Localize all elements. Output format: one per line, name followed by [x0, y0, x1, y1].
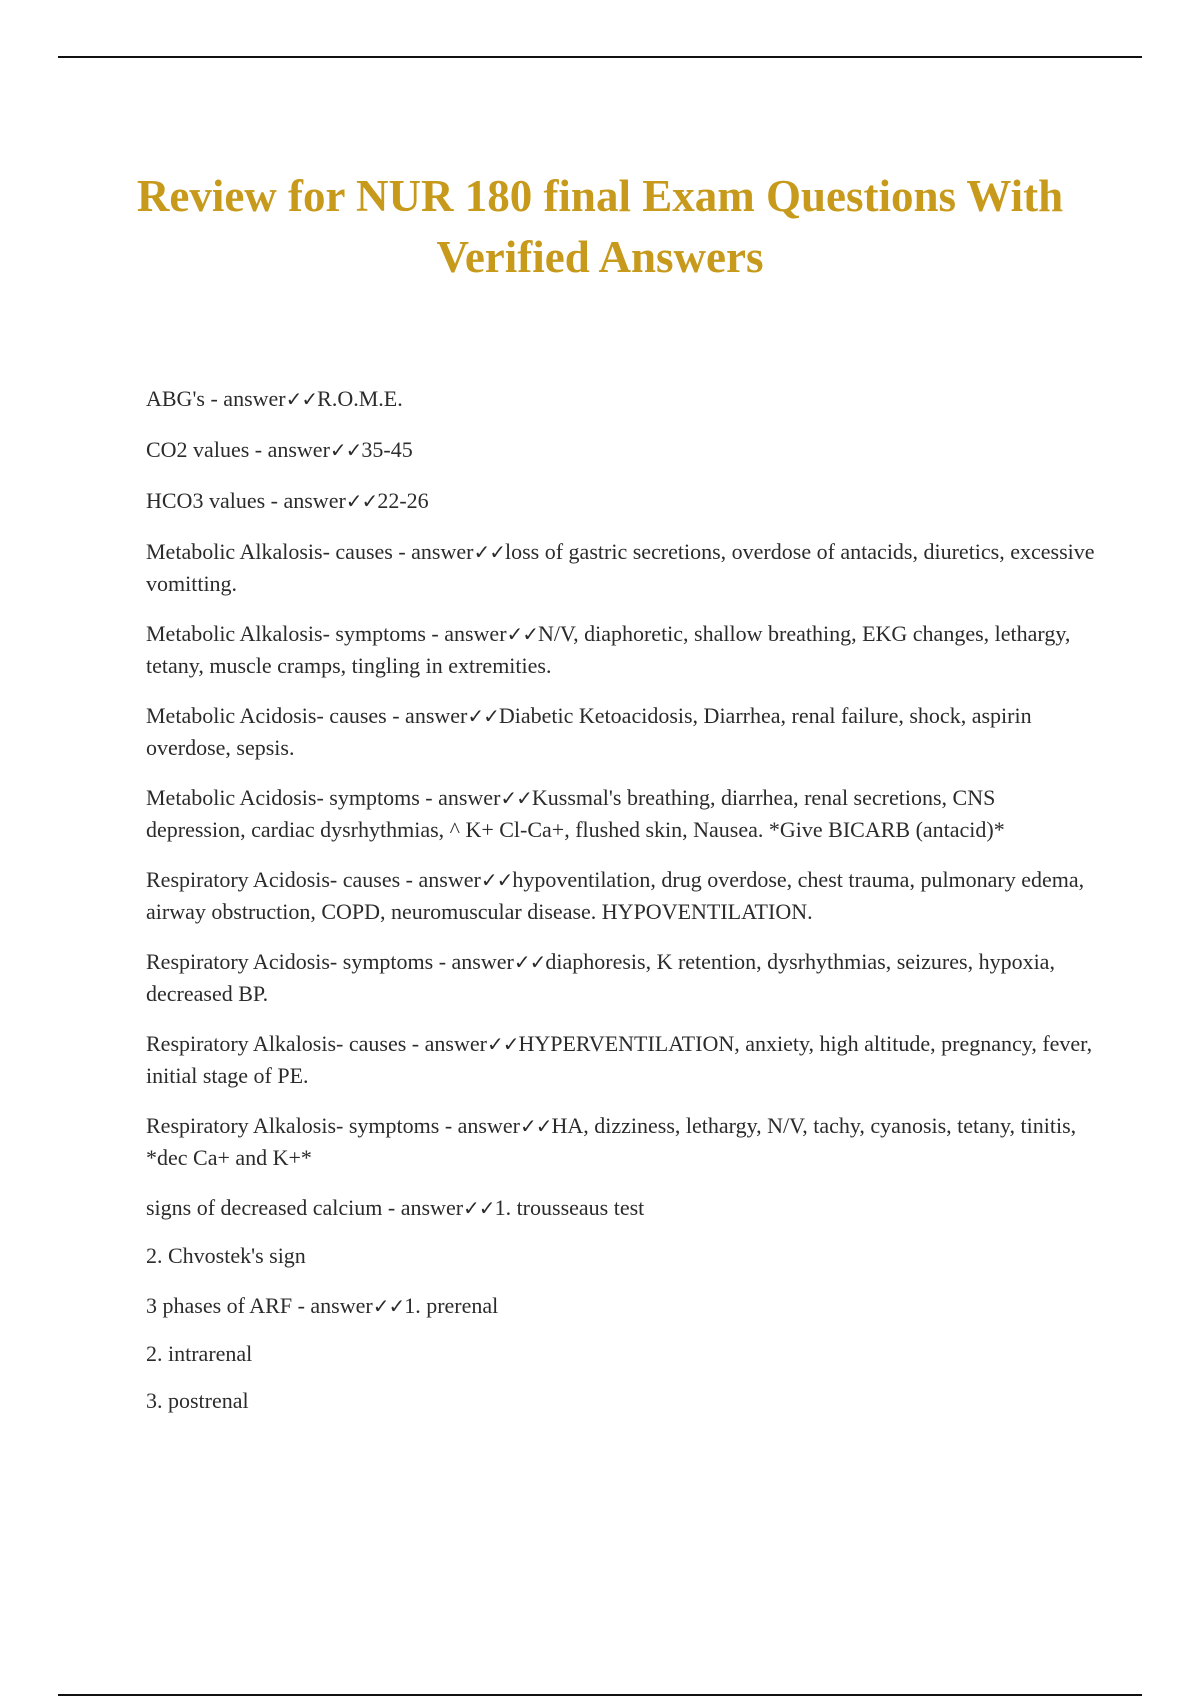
qa-answer: N/V, diaphoretic, shallow breathing, EKG changes, lethargy, tetany, muscle cramps, tingling in extremities. — [146, 621, 1071, 678]
double-check-icon: ✓✓ — [513, 950, 546, 974]
qa-separator: - answer — [204, 386, 286, 411]
qa-answer: hypoventilation, drug overdose, chest trauma, pulmonary edema, airway obstruction, COPD, neuromuscular disease. HYPOVENTILATION. — [146, 867, 1085, 924]
footer-rule — [58, 1694, 1142, 1696]
qa-separator: - answer — [265, 488, 346, 513]
double-check-icon: ✓✓ — [473, 540, 505, 564]
qa-item-metabolic-acidosis-causes — [146, 700, 1096, 763]
double-check-icon: ✓✓ — [372, 1294, 405, 1318]
qa-answer: Diabetic Ketoacidosis, Diarrhea, renal failure, shock, aspirin overdose, sepsis. — [146, 703, 1032, 760]
qa-item-decreased-calcium — [146, 1192, 1096, 1224]
qa-term: Respiratory Acidosis- symptoms — [146, 949, 434, 974]
qa-term: Respiratory Alkalosis- symptoms — [146, 1113, 440, 1138]
double-check-icon: ✓✓ — [480, 868, 513, 892]
double-check-icon: ✓✓ — [519, 1114, 552, 1138]
double-check-icon: ✓✓ — [463, 1196, 495, 1220]
qa-term: CO2 values — [146, 437, 250, 462]
qa-answer: diaphoresis, K retention, dysrhythmias, seizures, hypoxia, decreased BP. — [146, 949, 1055, 1006]
qa-answer: 22-26 — [377, 488, 429, 513]
qa-separator: - answer — [249, 437, 330, 462]
qa-list — [146, 383, 1096, 1435]
qa-separator: - answer — [392, 539, 474, 564]
qa-item-metabolic-alkalosis-symptoms — [146, 618, 1096, 681]
double-check-icon: ✓✓ — [345, 489, 378, 513]
qa-answer: 1. prerenal — [404, 1293, 499, 1318]
qa-item-respiratory-acidosis-causes — [146, 864, 1096, 927]
qa-separator: - answer — [292, 1293, 373, 1318]
qa-separator: - answer — [425, 621, 507, 646]
qa-term: Metabolic Alkalosis- causes — [146, 539, 393, 564]
qa-item-metabolic-alkalosis-causes — [146, 536, 1096, 599]
qa-separator: - answer — [400, 867, 481, 892]
qa-answer: Kussmal's breathing, diarrhea, renal secretions, CNS depression, cardiac dysrhythmias, ^ K+ Cl-Ca+, flushed skin, Nausea. *Give BICARB (antacid)* — [146, 785, 1005, 842]
qa-item-co2 — [146, 434, 1096, 466]
double-check-icon: ✓✓ — [329, 438, 362, 462]
qa-answer: R.O.M.E. — [317, 386, 403, 411]
header-rule — [58, 56, 1142, 58]
qa-separator: - answer — [406, 1031, 487, 1056]
qa-term: HCO3 values — [146, 488, 266, 513]
qa-item-respiratory-acidosis-symptoms — [146, 946, 1096, 1009]
qa-separator: - answer — [433, 949, 514, 974]
qa-answer: 1. trousseaus test — [494, 1195, 645, 1220]
qa-answer: loss of gastric secretions, overdose of antacids, diuretics, excessive vomitting. — [146, 539, 1095, 596]
qa-term: Respiratory Alkalosis- causes — [146, 1031, 407, 1056]
qa-term: 3 phases of ARF — [146, 1293, 293, 1318]
qa-item-metabolic-acidosis-symptoms — [146, 782, 1096, 845]
double-check-icon: ✓✓ — [486, 1032, 519, 1056]
qa-answer: HA, dizziness, lethargy, N/V, tachy, cyanosis, tetany, tinitis, *dec Ca+ and K+* — [146, 1113, 1077, 1170]
document-title: Review for NUR 180 final Exam Questions With Verified Answers — [136, 171, 1064, 282]
qa-term: Metabolic Acidosis- causes — [146, 703, 387, 728]
qa-continuation-postrenal: 3. postrenal — [146, 1388, 249, 1413]
double-check-icon: ✓✓ — [285, 387, 318, 411]
double-check-icon: ✓✓ — [467, 704, 499, 728]
qa-separator: - answer — [419, 785, 501, 810]
qa-answer: 35-45 — [361, 437, 413, 462]
qa-separator: - answer — [386, 703, 468, 728]
qa-term: ABG's — [146, 386, 205, 411]
qa-item-arf-phases — [146, 1290, 1096, 1322]
qa-item-respiratory-alkalosis-symptoms — [146, 1110, 1096, 1173]
qa-continuation-intrarenal: 2. intrarenal — [146, 1341, 253, 1366]
qa-separator: - answer — [439, 1113, 520, 1138]
qa-item-hco3 — [146, 485, 1096, 517]
qa-item-abgs — [146, 383, 1096, 415]
qa-term: Metabolic Alkalosis- symptoms — [146, 621, 426, 646]
qa-separator: - answer — [382, 1195, 464, 1220]
double-check-icon: ✓✓ — [506, 622, 539, 646]
qa-answer: HYPERVENTILATION, anxiety, high altitude, pregnancy, fever, initial stage of PE. — [146, 1031, 1093, 1088]
double-check-icon: ✓✓ — [500, 786, 532, 810]
qa-term: Respiratory Acidosis- causes — [146, 867, 401, 892]
qa-term: signs of decreased calcium — [146, 1195, 383, 1220]
qa-term: Metabolic Acidosis- symptoms — [146, 785, 420, 810]
qa-item-respiratory-alkalosis-causes — [146, 1028, 1096, 1091]
qa-continuation-chvostek: 2. Chvostek's sign — [146, 1243, 306, 1268]
